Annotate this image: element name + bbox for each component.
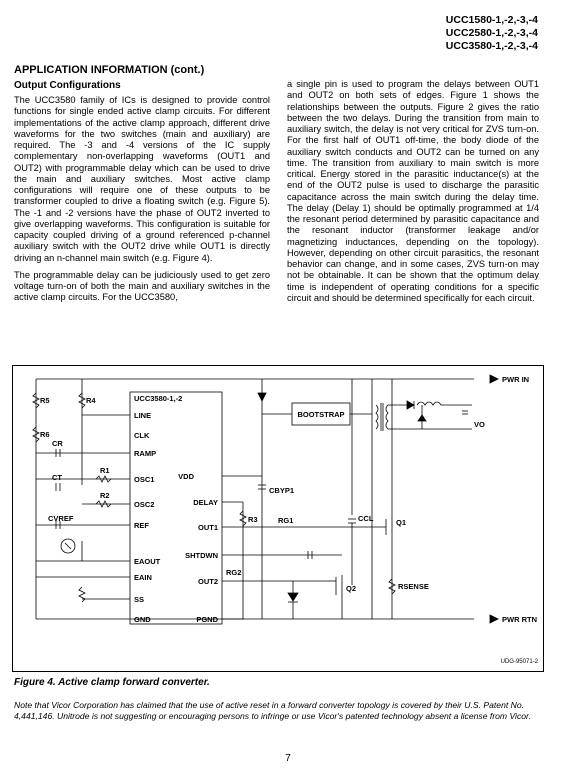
pin-label: LINE xyxy=(134,411,152,420)
pin-label: GND xyxy=(134,615,151,624)
pin-label: EAIN xyxy=(134,573,152,582)
component-label: R6 xyxy=(40,430,50,439)
pin-label: RAMP xyxy=(134,449,157,458)
component-label: CBYP1 xyxy=(269,486,295,495)
figure-caption: Figure 4. Active clamp forward converter. xyxy=(14,677,210,688)
part-number-line: UCC2580-1,-2,-3,-4 xyxy=(445,27,538,39)
pin-label: SHTDWN xyxy=(185,551,218,560)
page-number: 7 xyxy=(285,753,291,764)
paragraph: a single pin is used to program the delays between OUT1 and OUT2 on both sets of edges. Figure 1 shows the relationships between the outputs. Figure 2 gives the ratio between the two delays. During the transition from main to auxiliary switch, the delay is not very critical for ZVS turn-on. For the first half of OUT1 off-time, the body diode of the auxiliary switch conducts and OUT2 can be turned on any time. The transition from auxiliary to main switch is more critical. Energy stored in the parasitic inductance(s) at the end of the OUT2 pulse is used to discharge the parasitic capacitance across the main switch during the delay time. The delay (Delay 1) should be optimally programmed at 1/4 the resonant period determined by parasitic capacitance and the resonant inductor (transformer leakage and/or magnetizing inductances, depending on the topology). However, depending on other circuit parasitics, the resonant behavior can change, and in some cases, ZVS turn-on may not be obtainable. It can be shown that the optimum delay time is independent of operating conditions for a specific circuit and should be determined specifically for each circuit. xyxy=(287,79,539,303)
ic-name: UCC3580-1,-2 xyxy=(134,394,183,403)
section-title: APPLICATION INFORMATION (cont.) xyxy=(14,64,205,76)
component-label: RG2 xyxy=(226,568,242,577)
component-label: Q1 xyxy=(396,518,407,527)
pin-label: PGND xyxy=(196,615,218,624)
rail-label: PWR RTN xyxy=(502,615,537,624)
component-label: R3 xyxy=(248,515,258,524)
paragraph: The programmable delay can be judiciously used to get zero voltage turn-on of both the main and auxiliary switches in the active clamp circuits. For the UCC3580, xyxy=(14,269,270,303)
component-label: R1 xyxy=(100,466,110,475)
rail-label: PWR IN xyxy=(502,375,530,384)
component-label: VO xyxy=(474,420,485,429)
figure-id: UDG-95071-2 xyxy=(500,659,538,665)
component-label: CT xyxy=(52,473,62,482)
pin-label: VDD xyxy=(178,472,194,481)
pin-label: DELAY xyxy=(193,498,218,507)
pin-label: CLK xyxy=(134,431,150,440)
left-column xyxy=(14,95,270,310)
pin-label: EAOUT xyxy=(134,557,161,566)
component-label: CVREF xyxy=(48,514,74,523)
component-label: R2 xyxy=(100,491,110,500)
paragraph: The UCC3580 family of ICs is designed to provide control functions for single ended active clamp circuits. For different implementations of the active clamp approach, different drive waveforms for the two switches (main and auxiliary) are required. The -3 and -4 versions of the IC supply complementary non-overlapping waveforms (OUT1 and OUT2) with programmable delay which can be used to drive the main and auxiliary switches. Most active clamp configurations will require one of these outputs to be transformer coupled to drive a floating switch (e.g. Figure 5). The -1 and -2 versions have the phase of OUT2 inverted to give overlapping waveforms. This configuration is suitable for capacity coupled driving of a ground referenced p-channel auxiliary switch with the OUT2 drive while OUT1 is directly driving an n-channel main switch (e.g. Figure 4). xyxy=(14,95,270,263)
component-label: CCL xyxy=(358,514,374,523)
pin-label: OSC2 xyxy=(134,500,155,509)
patent-note: Note that Vicor Corporation has claimed that the use of active reset in a forward converter topology is covered by their U.S. Patent No. 4,441,146. Unitrode is not suggesting or encouraging persons to infringe or use Vicor's patented technology absent a license from Vicor. xyxy=(14,700,531,721)
schematic-figure xyxy=(12,365,544,672)
pin-label: OSC1 xyxy=(134,475,155,484)
component-label: R5 xyxy=(40,396,50,405)
bootstrap-label: BOOTSTRAP xyxy=(297,410,345,419)
pin-label: SS xyxy=(134,595,145,604)
pin-label: OUT1 xyxy=(197,523,218,532)
component-label: RG1 xyxy=(278,516,294,525)
right-column xyxy=(287,79,539,310)
pin-label: REF xyxy=(134,521,149,530)
part-number-line: UCC1580-1,-2,-3,-4 xyxy=(445,14,538,26)
subsection-title: Output Configurations xyxy=(14,80,121,91)
component-label: Q2 xyxy=(346,584,357,593)
component-label: RSENSE xyxy=(398,582,429,591)
component-label: R4 xyxy=(86,396,96,405)
pin-label: OUT2 xyxy=(197,577,218,586)
part-number-header xyxy=(446,14,538,53)
component-label: CR xyxy=(52,439,63,448)
part-number-line: UCC3580-1,-2,-3,-4 xyxy=(445,40,538,52)
